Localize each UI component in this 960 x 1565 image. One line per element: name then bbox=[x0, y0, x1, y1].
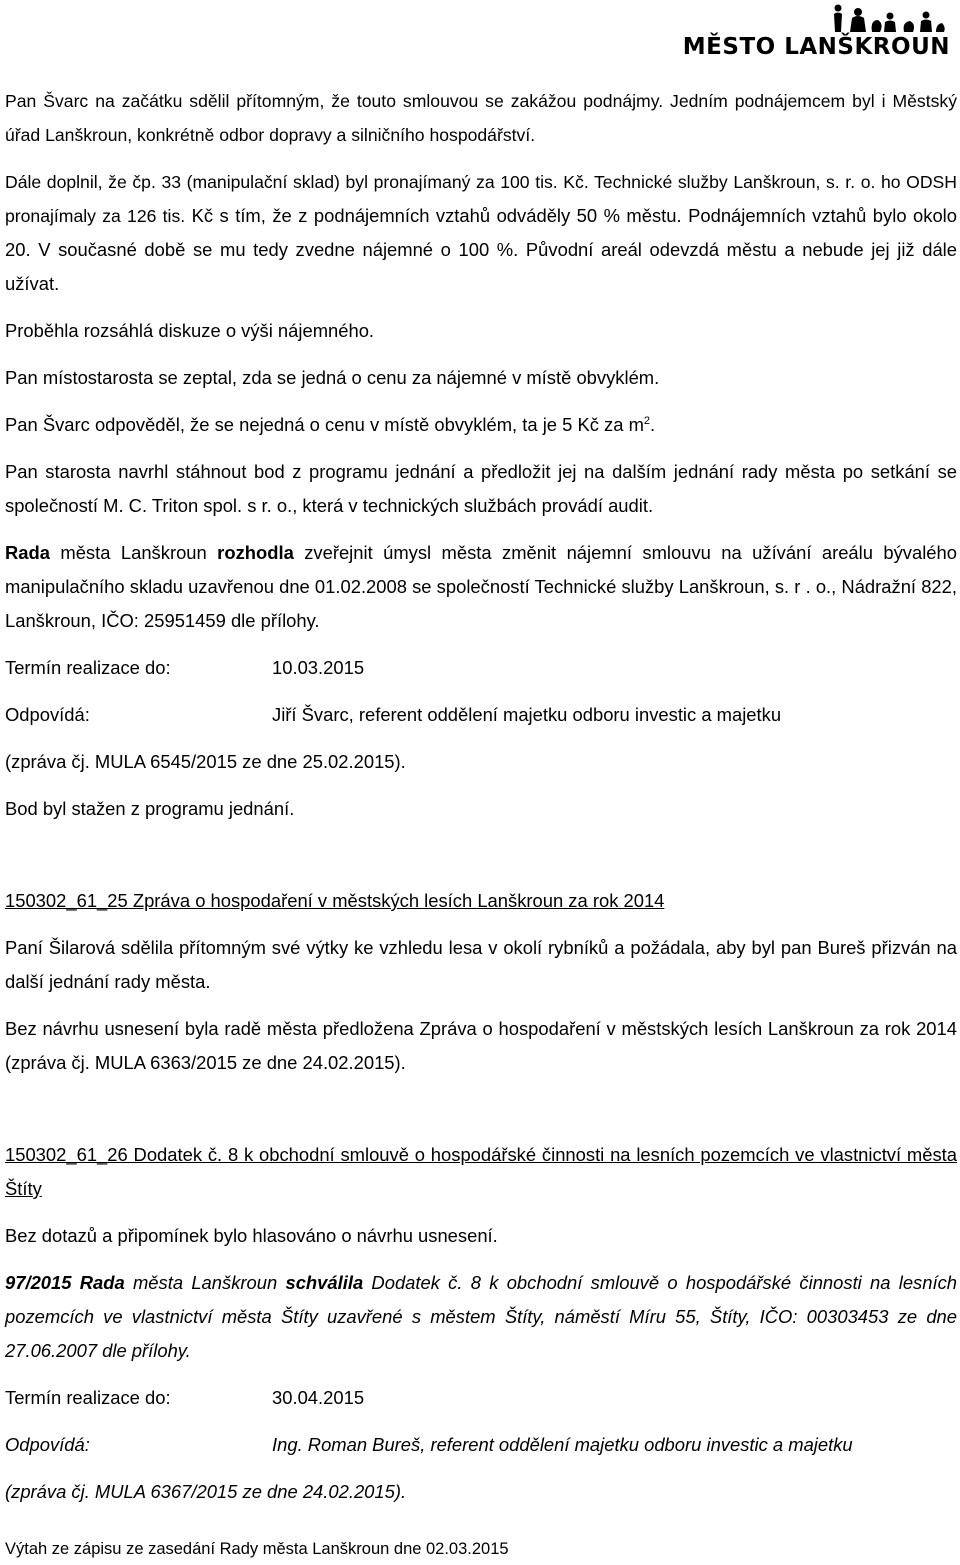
paragraph: Bod byl stažen z programu jednání. bbox=[5, 798, 295, 819]
paragraph bbox=[5, 165, 957, 301]
resolution-part: zveřejnit úmysl města změnit nájemní smlouvu na užívání areálu bývalého manipulačního skladu uzavřenou dne 01.02.2008 se společností Technické služby Lanškroun, s. r . o., Nádražní 822, Lanškroun, IČO: 25951459 dle přílohy. bbox=[5, 542, 957, 631]
report-reference: (zpráva čj. MULA 6367/2015 ze dne 24.02.2015). bbox=[5, 1481, 407, 1502]
resolution-rada: Rada bbox=[5, 542, 50, 563]
city-logo bbox=[682, 0, 956, 66]
responsible-row bbox=[5, 1428, 957, 1462]
resolution-number: 97/2015 Rada bbox=[5, 1272, 125, 1293]
deadline-label: Termín realizace do: bbox=[5, 1387, 171, 1408]
paragraph: Pan starosta navrhl stáhnout bod z programu jednání a předložit jej na dalším jednání rady města po setkání se společností M. C. Triton spol. s r. o., která v technických službách provádí audit. bbox=[5, 461, 957, 516]
superscript: 2 bbox=[643, 414, 651, 427]
paragraph: Bez dotazů a připomínek bylo hlasováno o návrhu usnesení. bbox=[5, 1225, 498, 1246]
paragraph: Paní Šilarová sdělila přítomným své výtky ke vzhledu lesa v okolí rybníků a požádala, aby byl pan Bureš přizván na další jednání rady města. bbox=[5, 937, 957, 992]
paragraph-text: Pan Švarc odpověděl, že se nejedná o cenu v místě obvyklém, ta je 5 Kč za m bbox=[5, 414, 644, 435]
responsible-label: Odpovídá: bbox=[5, 704, 90, 725]
logo-text: MĚSTO LANŠKROUN bbox=[682, 34, 950, 60]
paragraph: Bez návrhu usnesení byla radě města předložena Zpráva o hospodaření v městských lesích Lanškroun za rok 2014 (zpráva čj. MULA 6363/2015 ze dne 24.02.2015). bbox=[5, 1018, 957, 1073]
paragraph-part: Dále doplnil, že čp. 33 (manipulační sklad) byl pronajímaný za 100 tis. Kč. Technické služby Lanškroun, s. r. o. ho ODSH pronajímaly za 126 tis. bbox=[5, 172, 957, 226]
responsible-row bbox=[5, 698, 957, 732]
paragraph: Pan místostarosta se zeptal, zda se jedná o cenu za nájemné v místě obvyklém. bbox=[5, 367, 660, 388]
paragraph-part: Kč s tím, že z podnájemních vztahů odváděly 50 % městu. Podnájemních vztahů bylo okolo 20. V současné době se mu tedy zvedne nájemné o 100 %. Původní areál odevzdá městu a nebude jej již dále užívat. bbox=[5, 205, 957, 294]
deadline-label: Termín realizace do: bbox=[5, 657, 171, 678]
paragraph bbox=[5, 408, 957, 442]
logo-figures-icon bbox=[828, 2, 948, 36]
deadline-value: 30.04.2015 bbox=[272, 1387, 365, 1408]
responsible-label: Odpovídá: bbox=[5, 1434, 90, 1455]
resolution-verb: schválila bbox=[285, 1272, 364, 1293]
agenda-item-heading: 150302_61_25 Zpráva o hospodaření v městských lesích Lanškroun za rok 2014 bbox=[5, 890, 665, 911]
responsible-value: Jiří Švarc, referent oddělení majetku odboru investic a majetku bbox=[272, 704, 782, 725]
paragraph-end: . bbox=[650, 414, 656, 435]
page-footer: Výtah ze zápisu ze zasedání Rady města Lanškroun dne 02.03.2015 bbox=[5, 1540, 509, 1558]
deadline-row bbox=[5, 651, 957, 685]
deadline-row bbox=[5, 1381, 957, 1415]
resolution-part: města Lanškroun bbox=[124, 1272, 286, 1293]
resolution-part: města Lanškroun bbox=[49, 542, 218, 563]
agenda-item-heading: 150302_61_26 Dodatek č. 8 k obchodní smlouvě o hospodářské činnosti na lesních pozemcích ve vlastnictví města Štíty bbox=[5, 1144, 957, 1199]
resolution-text bbox=[5, 1266, 957, 1368]
resolution-text bbox=[5, 536, 957, 638]
paragraph: Proběhla rozsáhlá diskuze o výši nájemného. bbox=[5, 320, 375, 341]
responsible-value: Ing. Roman Bureš, referent oddělení majetku odboru investic a majetku bbox=[272, 1434, 853, 1455]
report-reference: (zpráva čj. MULA 6545/2015 ze dne 25.02.2015). bbox=[5, 751, 406, 772]
resolution-part: Dodatek č. 8 k obchodní smlouvě o hospodářské činnosti na lesních pozemcích ve vlastnictví města Štíty uzavřené s městem Štíty, náměstí Míru 55, Štíty, IČO: 00303453 ze dne 27.06.2007 dle přílohy. bbox=[5, 1272, 958, 1361]
paragraph: Pan Švarc na začátku sdělil přítomným, že touto smlouvou se zakážou podnájmy. Jedním podnájemcem byl i Městský úřad Lanškroun, konkrétně odbor dopravy a silničního hospodářství. bbox=[5, 91, 957, 145]
document-body bbox=[5, 84, 957, 1509]
deadline-value: 10.03.2015 bbox=[272, 657, 365, 678]
resolution-verb: rozhodla bbox=[217, 542, 294, 563]
